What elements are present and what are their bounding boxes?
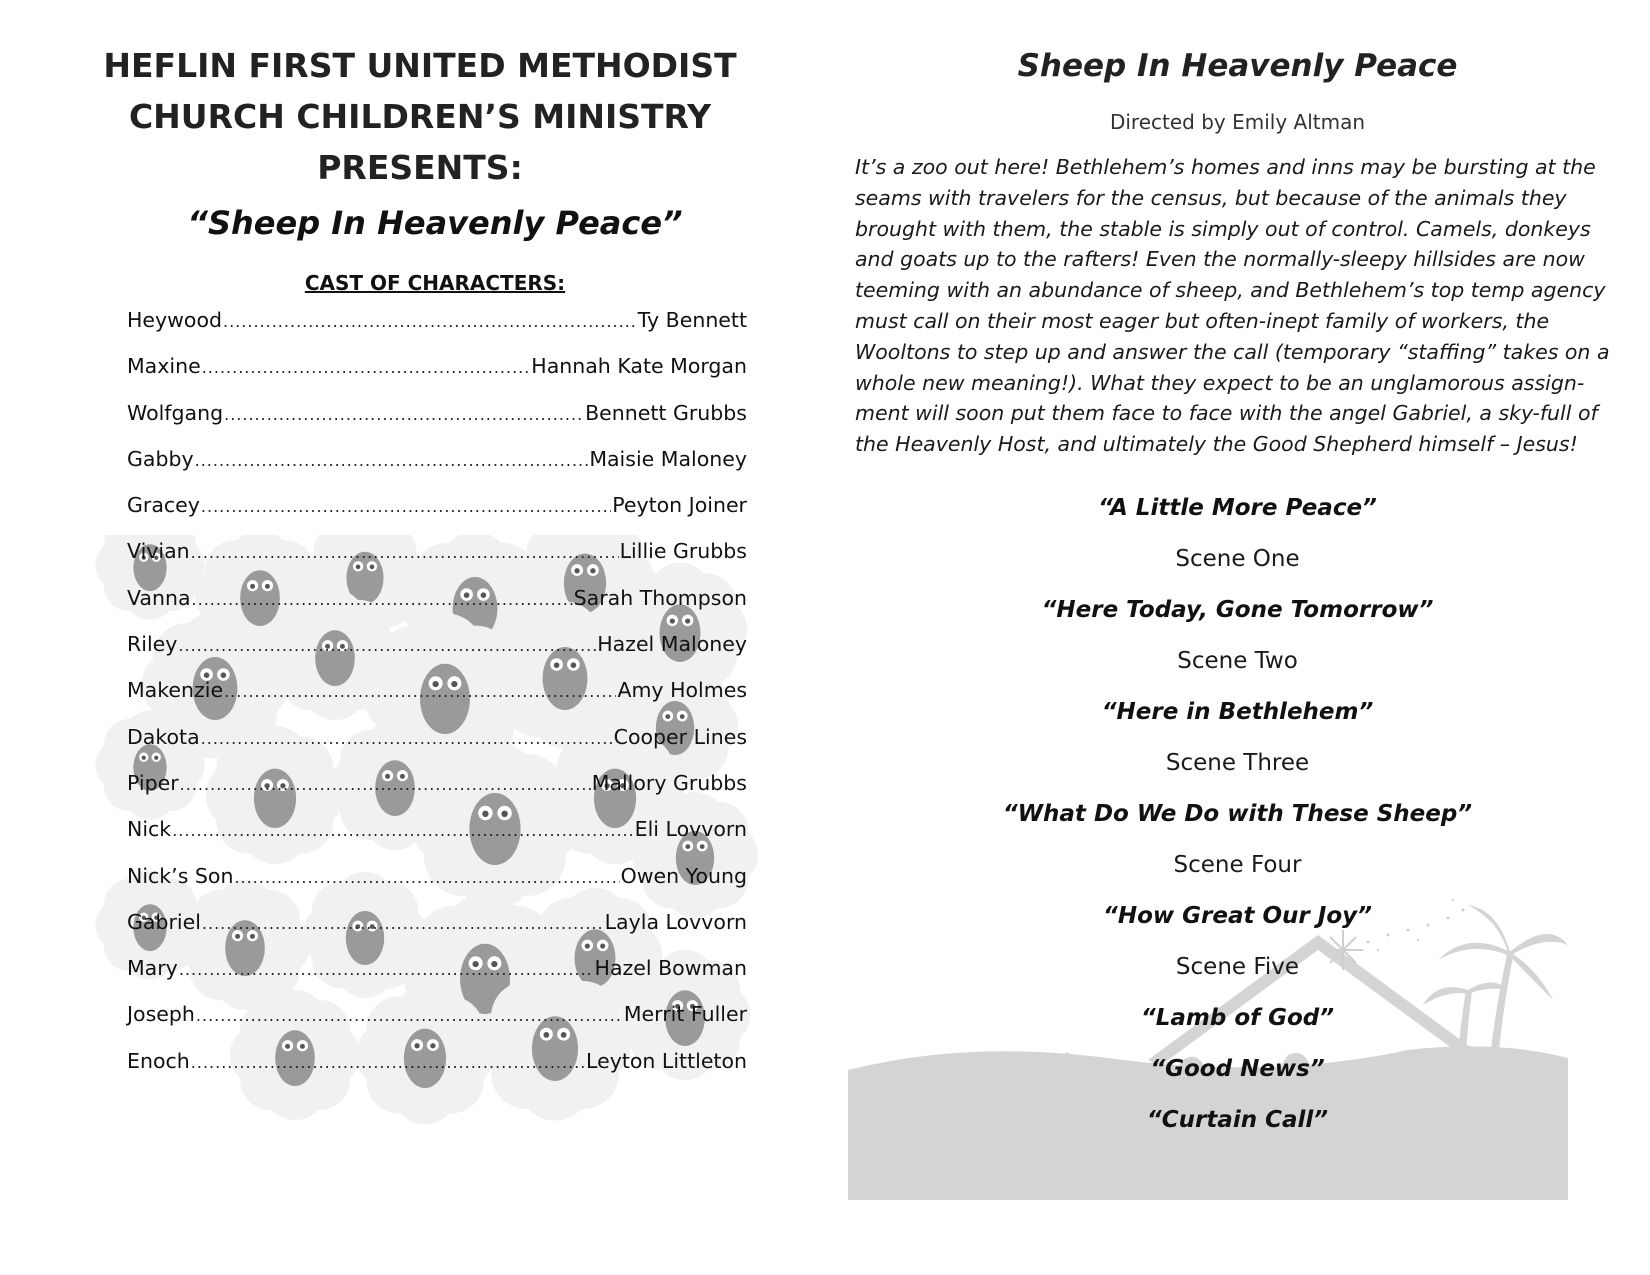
cast-row	[127, 817, 747, 863]
dot-leader	[224, 405, 584, 424]
cast-row	[127, 447, 747, 493]
cast-actor: Leyton Littleton	[586, 1048, 747, 1073]
scene-label: Scene Two	[1177, 648, 1298, 674]
song-title: “Here in Bethlehem”	[1101, 699, 1374, 725]
cast-row	[127, 586, 747, 632]
program-order	[825, 490, 1650, 1153]
dot-leader	[191, 543, 619, 562]
song-title: “Curtain Call”	[1146, 1107, 1329, 1133]
scene-label: Scene Three	[1165, 750, 1310, 776]
scene-label: Scene Five	[1175, 954, 1300, 980]
scene-label: Scene Four	[1173, 852, 1302, 878]
cast-role: Gracey	[127, 493, 200, 518]
cast-role: Nick	[127, 817, 172, 842]
cast-row	[127, 308, 747, 354]
cast-actor: Hannah Kate Morgan	[531, 354, 747, 379]
program-title: Sheep In Heavenly Peace	[1017, 48, 1458, 84]
cast-row	[127, 910, 747, 956]
cast-actor: Ty Bennett	[637, 308, 747, 332]
cast-role: Vivian	[127, 539, 190, 564]
ministry-heading	[100, 40, 740, 193]
cast-actor: Bennett Grubbs	[585, 400, 747, 425]
dot-leader	[201, 497, 611, 516]
dot-leader	[180, 775, 591, 794]
cast-actor: Owen Young	[620, 863, 747, 888]
dot-leader	[178, 636, 596, 655]
cast-row	[127, 725, 747, 771]
dot-leader	[196, 1006, 623, 1025]
cast-actor: Eli Lovvorn	[634, 817, 747, 842]
song-title: “How Great Our Joy”	[1103, 903, 1372, 929]
cast-actor: Sarah Thompson	[573, 585, 747, 610]
cast-heading: CAST OF CHARACTERS:	[304, 271, 566, 295]
song-title: “A Little More Peace”	[1098, 495, 1377, 521]
cast-role: Mary	[127, 956, 178, 981]
dot-leader	[179, 960, 594, 979]
cast-row	[127, 864, 747, 910]
cast-row	[127, 678, 747, 724]
song-title: “Lamb of God”	[1140, 1005, 1335, 1031]
cast-row	[127, 771, 747, 817]
cast-role: Gabriel	[127, 909, 201, 934]
cast-actor: Hazel Maloney	[597, 632, 747, 657]
heading-line: CHURCH CHILDREN’S MINISTRY	[128, 97, 712, 136]
cast-role: Piper	[127, 770, 179, 795]
cast-actor: Cooper Lines	[613, 724, 747, 749]
cast-row	[127, 354, 747, 400]
cast-row	[127, 493, 747, 539]
cast-row	[127, 632, 747, 678]
cast-role: Dakota	[127, 724, 200, 749]
cast-role: Enoch	[127, 1048, 190, 1073]
dot-leader	[172, 821, 633, 840]
cast-actor: Maisie Maloney	[589, 446, 747, 471]
right-page	[825, 0, 1650, 1275]
director-credit: Directed by Emily Altman	[1109, 110, 1366, 134]
cast-role: Riley	[127, 632, 178, 657]
cast-role: Nick’s Son	[127, 863, 234, 888]
scene-label: Scene One	[1175, 546, 1300, 572]
dot-leader	[202, 914, 604, 933]
heading-line: PRESENTS:	[317, 148, 523, 187]
cast-actor: Mallory Grubbs	[591, 770, 747, 795]
dot-leader	[202, 358, 531, 377]
cast-role: Gabby	[127, 446, 194, 471]
cast-actor: Lillie Grubbs	[619, 539, 747, 564]
song-title: “Good News”	[1150, 1056, 1325, 1082]
dot-leader	[195, 451, 589, 470]
cast-role: Makenzie	[127, 678, 224, 703]
synopsis: It’s a zoo out here! Bethlehem’s homes and inns may be bursting at the seams with travelers for the census, but because of the animals they brought with them, the stable is simply out of control. Camels, donkeys and goats up to the rafters! Even the normally-sleepy hillsides are now teeming with an abundance of sheep, and Bethlehem’s top temp agency must call on their most eager but often-inept family of workers, the Wooltons to step up and answer the call (temporary “staffing” takes on a whole new meaning!). What they expect to be an unglamorous assign-ment will soon put them face to face with the angel Gabriel, a sky-full of the Heavenly Host, and ultimately the Good Shepherd himself – Jesus!	[855, 155, 1610, 457]
dot-leader	[234, 868, 619, 887]
show-title: “Sheep In Heavenly Peace”	[187, 204, 683, 242]
cast-list	[127, 308, 747, 1095]
dot-leader	[223, 312, 637, 331]
heading-line: HEFLIN FIRST UNITED METHODIST	[103, 46, 737, 85]
cast-actor: Peyton Joiner	[612, 493, 747, 518]
cast-role: Vanna	[127, 585, 191, 610]
cast-role: Joseph	[127, 1002, 195, 1027]
cast-actor: Merrit Fuller	[623, 1002, 747, 1027]
song-title: “What Do We Do with These Sheep”	[1002, 801, 1473, 827]
dot-leader	[191, 1053, 585, 1072]
cast-role: Maxine	[127, 354, 201, 379]
dot-leader	[192, 590, 573, 609]
cast-role: Wolfgang	[127, 400, 224, 425]
dot-leader	[224, 682, 616, 701]
cast-actor: Hazel Bowman	[594, 956, 747, 981]
song-title: “Here Today, Gone Tomorrow”	[1041, 597, 1434, 623]
cast-role: Heywood	[127, 308, 223, 332]
cast-row	[127, 956, 747, 1002]
cast-row	[127, 539, 747, 585]
cast-row	[127, 1049, 747, 1095]
cast-row	[127, 401, 747, 447]
dot-leader	[201, 729, 613, 748]
cast-row	[127, 1002, 747, 1048]
cast-actor: Layla Lovvorn	[604, 909, 747, 934]
cast-actor: Amy Holmes	[617, 678, 747, 703]
